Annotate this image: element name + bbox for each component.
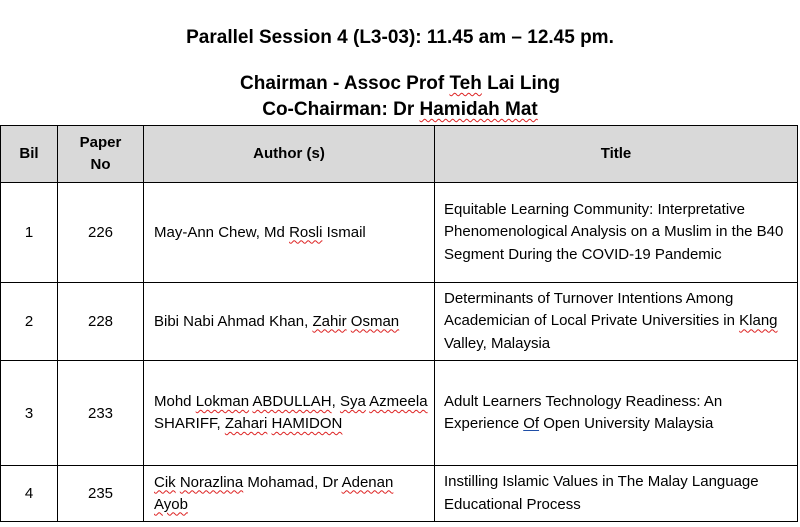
cell-bil: 2	[1, 283, 58, 361]
header-paper-no	[58, 126, 144, 183]
author-text: ABDULLAH	[252, 393, 332, 410]
author-text: Ismail	[322, 223, 366, 241]
cell-paper-no: 233	[58, 361, 144, 466]
header-authors: Author (s)	[144, 126, 435, 183]
table-row	[1, 361, 798, 466]
author-text: Zahir	[312, 312, 347, 330]
author-text: Cik	[154, 473, 176, 491]
table-row	[1, 283, 798, 361]
author-text: May-Ann Chew, Md	[154, 223, 290, 241]
cell-paper-no: 235	[58, 466, 144, 522]
author-text: Bibi Nabi Ahmad Khan,	[154, 312, 313, 330]
title-text: Valley, Malaysia	[444, 334, 551, 352]
cell-bil: 4	[1, 466, 58, 522]
cell-title	[435, 283, 798, 361]
header-bil: Bil	[1, 126, 58, 183]
title-text: Instilling Islamic Values in The Malay Language Educational Process	[444, 473, 759, 513]
header-title: Title	[435, 126, 798, 183]
author-text: Mohamad, Dr	[243, 473, 342, 491]
author-text: Mohd	[154, 393, 196, 410]
cell-paper-no: 228	[58, 283, 144, 361]
chairman-prefix: Chairman - Assoc Prof	[240, 73, 450, 94]
author-text: ,	[331, 393, 340, 410]
paper-schedule-table	[0, 125, 798, 522]
author-text: Rosli	[289, 223, 323, 241]
cell-authors	[144, 361, 435, 466]
author-text: Sya	[339, 393, 366, 410]
title-text: Klang	[739, 312, 778, 330]
table-header-row	[1, 126, 798, 183]
author-text: Lokman	[195, 393, 250, 410]
title-text: Of	[523, 415, 540, 432]
chairman-name-rest: Lai Ling	[481, 73, 560, 94]
table-row	[1, 466, 798, 522]
chairman-line	[0, 73, 800, 95]
author-text: Zahari	[224, 415, 268, 432]
title-text: Open University Malaysia	[539, 415, 714, 432]
cochairman-prefix: Co-Chairman: Dr	[262, 99, 420, 120]
session-title: Parallel Session 4 (L3-03): 11.45 am – 12.45 pm.	[186, 27, 614, 48]
author-text: Azmeela	[369, 393, 428, 410]
cell-bil: 1	[1, 183, 58, 283]
author-text: SHARIFF,	[154, 415, 225, 432]
cell-bil: 3	[1, 361, 58, 466]
title-text: Equitable Learning Community: Interpretative Phenomenological Analysis on a Muslim in the B40 Segment During the COVID-19 Pandemic	[444, 200, 784, 263]
cell-title	[435, 183, 798, 283]
cochairman-line	[0, 99, 800, 121]
cochairman-name: Hamidah Mat	[419, 99, 538, 120]
author-text: Norazlina	[179, 473, 244, 491]
author-text: Ayob	[154, 495, 188, 513]
header-paper-no-text: Paper No	[79, 134, 122, 173]
cell-authors	[144, 466, 435, 522]
table-row	[1, 183, 798, 283]
cell-paper-no: 226	[58, 183, 144, 283]
author-text: Adenan	[341, 473, 394, 491]
cell-title	[435, 361, 798, 466]
cell-title	[435, 466, 798, 522]
title-text: Adult Learners Technology Readiness: An Experience	[444, 392, 723, 432]
author-text: Osman	[350, 312, 400, 330]
cell-authors	[144, 183, 435, 283]
author-text: HAMIDON	[271, 415, 343, 432]
cell-authors	[144, 283, 435, 361]
title-text: Determinants of Turnover Intentions Among Academician of Local Private Universities in	[444, 289, 740, 330]
chairman-name-part: Teh	[449, 73, 482, 94]
